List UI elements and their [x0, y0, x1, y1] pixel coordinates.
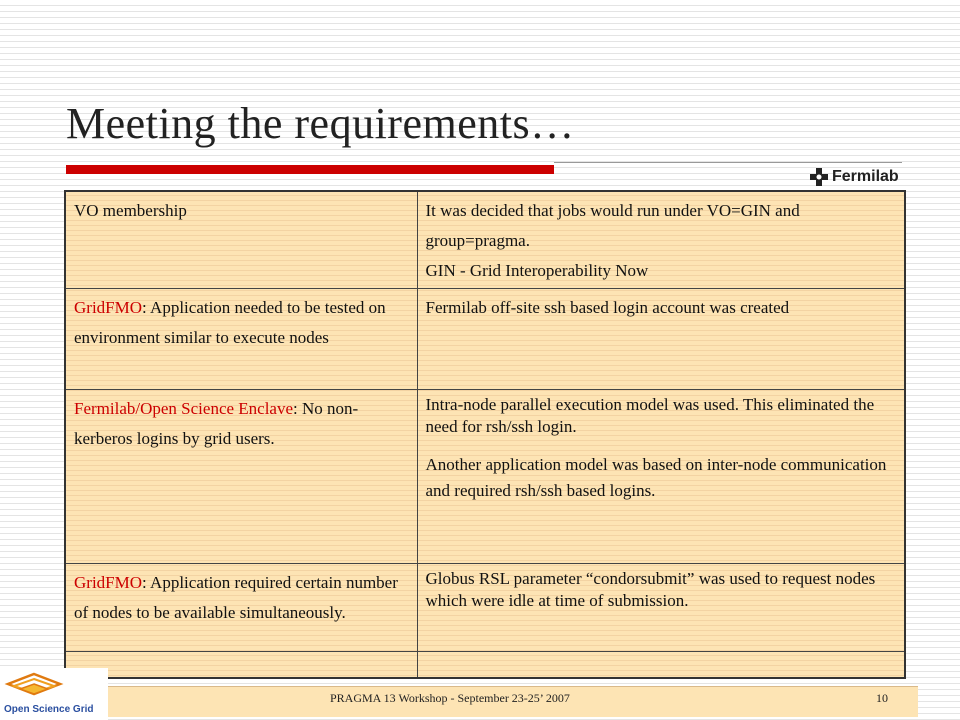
solution-note: Another application model was based on inter-node communication and required rsh/ssh based logins.: [425, 454, 887, 500]
empty-cell: [417, 651, 905, 678]
osg-logo-text: Open Science Grid: [4, 704, 94, 715]
requirement-highlight: GridFMO: [74, 298, 143, 318]
requirement-cell: [65, 563, 417, 651]
requirement-text: : Application needed to be tested on environment similar to execute nodes: [74, 298, 386, 348]
requirement-text: VO membership: [74, 201, 187, 220]
requirement-text: : No non-kerberos logins by grid users.: [74, 398, 359, 448]
fermilab-logo-icon: [810, 168, 828, 186]
osg-logo-icon: [4, 670, 64, 706]
requirement-cell: [65, 389, 417, 563]
empty-cell: [65, 651, 417, 678]
solution-cell: [417, 389, 905, 563]
requirement-highlight: GridFMO: [74, 572, 143, 592]
solution-cell: [417, 191, 905, 289]
title-underline-red: [66, 165, 554, 174]
table-row: [65, 563, 905, 651]
table-row-empty: [65, 651, 905, 678]
slide-title: Meeting the requirements…: [66, 99, 575, 148]
fermilab-logo: [810, 167, 906, 187]
osg-logo: [0, 668, 108, 720]
solution-text: Fermilab off-site ssh based login account was created: [425, 298, 790, 318]
solution-note: GIN - Grid Interoperability Now: [425, 261, 649, 280]
title-underline-grey: [554, 162, 902, 163]
solution-cell: [417, 563, 905, 651]
requirement-text: : Application required certain number of nodes to be available simultaneously.: [74, 572, 398, 622]
page-number: 10: [876, 691, 888, 705]
requirement-cell: [65, 289, 417, 389]
solution-text: Globus RSL parameter “condorsubmit” was used to request nodes which were idle at time of submission.: [425, 568, 876, 610]
footer-text: PRAGMA 13 Workshop - September 23-25’ 2007: [330, 691, 570, 705]
fermilab-logo-text: Fermilab: [832, 168, 899, 185]
requirement-cell: [65, 191, 417, 289]
requirements-table: [64, 190, 906, 679]
solution-text: It was decided that jobs would run under VO=GIN and group=pragma.: [425, 201, 800, 250]
table-row: [65, 389, 905, 563]
table-row: [65, 289, 905, 389]
requirement-highlight: Fermilab/Open Science Enclave: [74, 398, 294, 418]
table-row: [65, 191, 905, 289]
solution-text: Intra-node parallel execution model was used. This eliminated the need for rsh/ssh login.: [425, 394, 875, 436]
solution-cell: [417, 289, 905, 389]
